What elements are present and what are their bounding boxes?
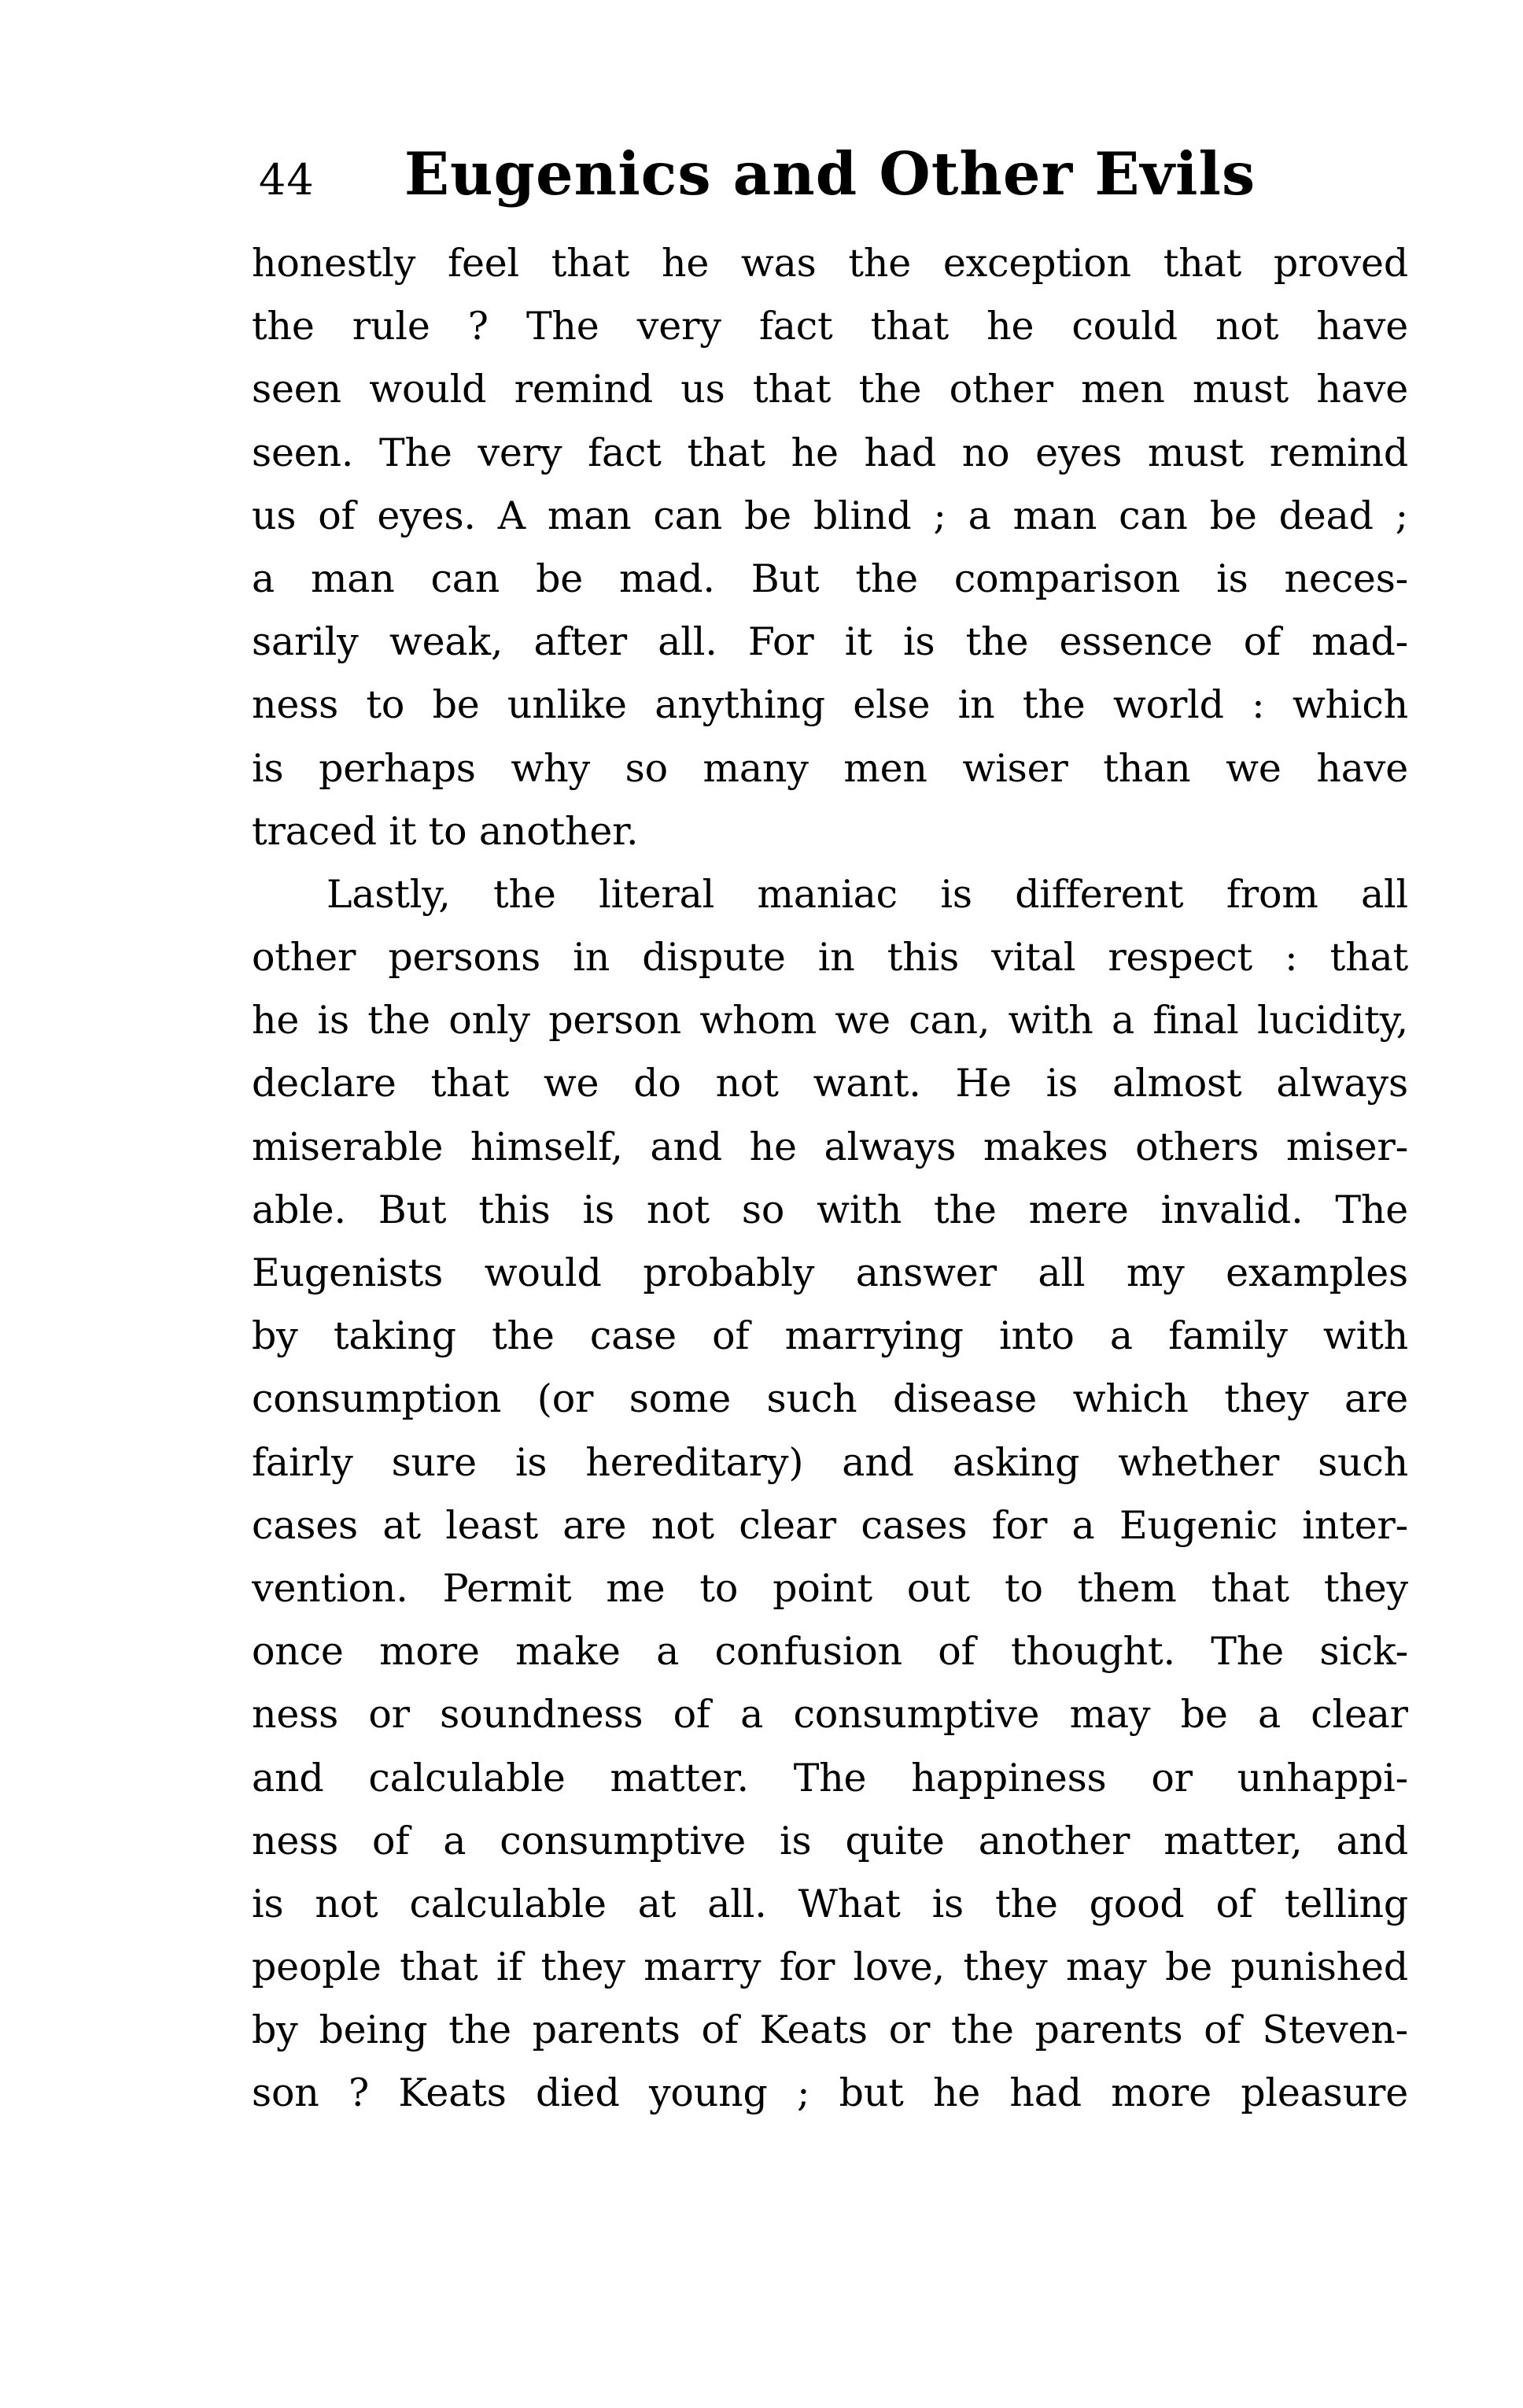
text-line: seen would remind us that the other men must have — [252, 367, 1408, 412]
text-line: the rule ? The very fact that he could not have — [252, 304, 1408, 349]
text-line: and calculable matter. The happiness or unhappi- — [252, 1755, 1408, 1800]
text-line: people that if they marry for love, they may be punished — [252, 1944, 1408, 1990]
text-line: honestly feel that he was the exception that proved — [252, 241, 1408, 286]
book-title: Eugenics and Other Evils — [404, 139, 1256, 209]
text-line: miserable himself, and he always makes others miser- — [252, 1124, 1408, 1169]
text-line: able. But this is not so with the mere invalid. The — [252, 1187, 1408, 1232]
text-line: cases at least are not clear cases for a Eugenic inter- — [252, 1502, 1408, 1548]
text-line: other persons in dispute in this vital respect : that — [252, 935, 1408, 981]
running-head — [252, 139, 1408, 216]
text-line: is perhaps why so many men wiser than we have — [252, 745, 1408, 791]
text-line: by being the parents of Keats or the parents of Steven- — [252, 2007, 1408, 2053]
text-line: is not calculable at all. What is the good of telling — [252, 1881, 1408, 1926]
text-line: ness of a consumptive is quite another matter, and — [252, 1818, 1408, 1863]
text-line: ness or soundness of a consumptive may be a clear — [252, 1692, 1408, 1738]
text-line: declare that we do not want. He is almost always — [252, 1061, 1408, 1106]
text-line: vention. Permit me to point out to them that they — [252, 1565, 1408, 1611]
text-line: fairly sure is hereditary) and asking whether such — [252, 1439, 1408, 1485]
text-line: Lastly, the literal maniac is different from all — [326, 871, 1408, 917]
text-line: Eugenists would probably answer all my examples — [252, 1250, 1408, 1295]
text-line: by taking the case of marrying into a family with — [252, 1313, 1408, 1359]
text-line: a man can be mad. But the comparison is neces- — [252, 556, 1408, 601]
text-line: ness to be unlike anything else in the world : which — [252, 682, 1408, 728]
text-line: son ? Keats died young ; but he had more pleasure — [252, 2070, 1408, 2116]
text-line: once more make a confusion of thought. The sick- — [252, 1629, 1408, 1675]
text-line: seen. The very fact that he had no eyes must remind — [252, 430, 1408, 475]
page-body — [252, 232, 1408, 2125]
text-line: sarily weak, after all. For it is the essence of mad- — [252, 619, 1408, 665]
text-line: he is the only person whom we can, with a final lucidity, — [252, 998, 1408, 1043]
text-line: us of eyes. A man can be blind ; a man can be dead ; — [252, 493, 1408, 538]
text-line: traced it to another. — [252, 808, 639, 854]
text-line: consumption (or some such disease which they are — [252, 1376, 1408, 1422]
page-number: 44 — [259, 155, 315, 205]
